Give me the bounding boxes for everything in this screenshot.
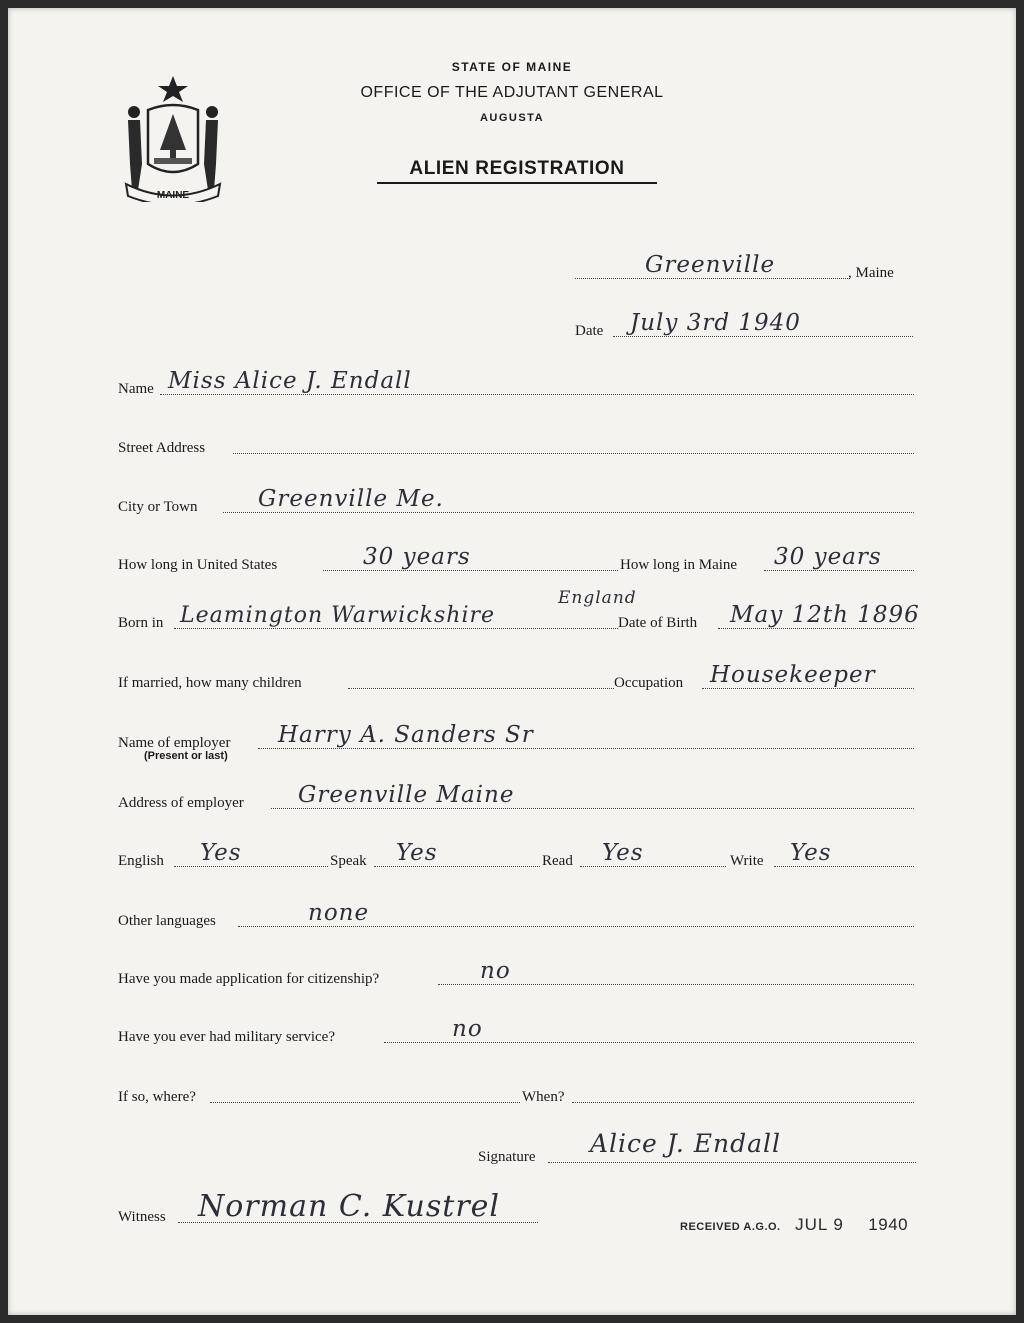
received-stamp-year: 1940 <box>868 1215 909 1234</box>
street-address-label: Street Address <box>118 440 206 456</box>
years-maine-label: How long in Maine <box>620 557 738 573</box>
form-title: ALIEN REGISTRATION <box>377 158 657 184</box>
read-label: Read <box>542 853 573 869</box>
citizenship-label: Have you made application for citizenship? <box>118 971 380 987</box>
town-row <box>575 250 920 284</box>
military-entry[interactable]: no <box>452 1016 483 1042</box>
speak-entry[interactable]: Yes <box>396 840 438 866</box>
write-label: Write <box>730 853 764 869</box>
military-row <box>118 1014 918 1048</box>
town-entry[interactable]: Greenville <box>645 252 776 278</box>
when-label: When? <box>522 1089 565 1105</box>
other-languages-row <box>118 898 918 932</box>
where-label: If so, where? <box>118 1089 196 1105</box>
language-ability-row <box>118 838 918 872</box>
where-when-row <box>118 1074 918 1108</box>
city-entry[interactable]: Greenville Me. <box>258 486 444 512</box>
signature-row <box>478 1129 918 1168</box>
children-occupation-row <box>118 660 918 694</box>
years-us-label: How long in United States <box>118 557 278 573</box>
residency-row <box>118 542 918 576</box>
city-label: City or Town <box>118 499 198 515</box>
signature-entry[interactable]: Alice J. Endall <box>590 1129 782 1158</box>
employer-label: Name of employer <box>118 735 231 751</box>
other-languages-entry[interactable]: none <box>308 900 370 926</box>
maine-label: , Maine <box>848 265 894 281</box>
employer-address-label: Address of employer <box>118 795 244 811</box>
seal-banner-text: MAINE <box>156 190 190 201</box>
name-entry[interactable]: Miss Alice J. Endall <box>168 368 412 394</box>
maine-state-seal-icon <box>118 72 228 202</box>
office-heading: OFFICE OF THE ADJUTANT GENERAL <box>360 84 664 101</box>
received-stamp <box>680 1215 908 1235</box>
occupation-entry[interactable]: Housekeeper <box>710 662 876 688</box>
years-maine-entry[interactable]: 30 years <box>774 544 882 570</box>
born-in-label: Born in <box>118 615 164 631</box>
received-stamp-date: JUL 9 <box>795 1215 844 1234</box>
city-row <box>118 484 918 518</box>
city-heading: AUGUSTA <box>479 112 545 124</box>
citizenship-entry[interactable]: no <box>480 958 511 984</box>
military-label: Have you ever had military service? <box>118 1029 335 1045</box>
birth-row <box>118 588 948 634</box>
employer-address-entry[interactable]: Greenville Maine <box>298 782 515 808</box>
employer-entry[interactable]: Harry A. Sanders Sr <box>278 722 534 748</box>
write-entry[interactable]: Yes <box>790 840 832 866</box>
english-label: English <box>118 853 164 869</box>
read-entry[interactable]: Yes <box>602 840 644 866</box>
street-row <box>118 425 918 459</box>
speak-label: Speak <box>330 853 367 869</box>
born-country-entry[interactable]: England <box>558 588 637 608</box>
date-of-birth-label: Date of Birth <box>618 615 698 631</box>
years-us-entry[interactable]: 30 years <box>363 544 471 570</box>
date-row <box>575 308 920 342</box>
name-row <box>118 366 918 400</box>
received-stamp-text: RECEIVED A.G.O. <box>680 1221 781 1233</box>
signature-label: Signature <box>478 1149 536 1165</box>
employer-row <box>118 720 918 762</box>
employer-address-row <box>118 780 918 814</box>
witness-row <box>118 1189 558 1228</box>
witness-entry[interactable]: Norman C. Kustrel <box>198 1189 501 1224</box>
children-label: If married, how many children <box>118 675 302 691</box>
name-label: Name <box>118 381 154 397</box>
employer-sublabel: (Present or last) <box>144 750 228 762</box>
date-entry[interactable]: July 3rd 1940 <box>630 310 801 336</box>
witness-label: Witness <box>118 1209 166 1225</box>
state-heading: STATE OF MAINE <box>451 60 573 74</box>
english-entry[interactable]: Yes <box>200 840 242 866</box>
born-place-entry[interactable]: Leamington Warwickshire <box>180 603 496 628</box>
citizenship-row <box>118 956 918 990</box>
occupation-label: Occupation <box>614 675 684 691</box>
other-languages-label: Other languages <box>118 913 216 929</box>
date-label: Date <box>575 323 604 339</box>
date-of-birth-entry[interactable]: May 12th 1896 <box>730 602 920 628</box>
